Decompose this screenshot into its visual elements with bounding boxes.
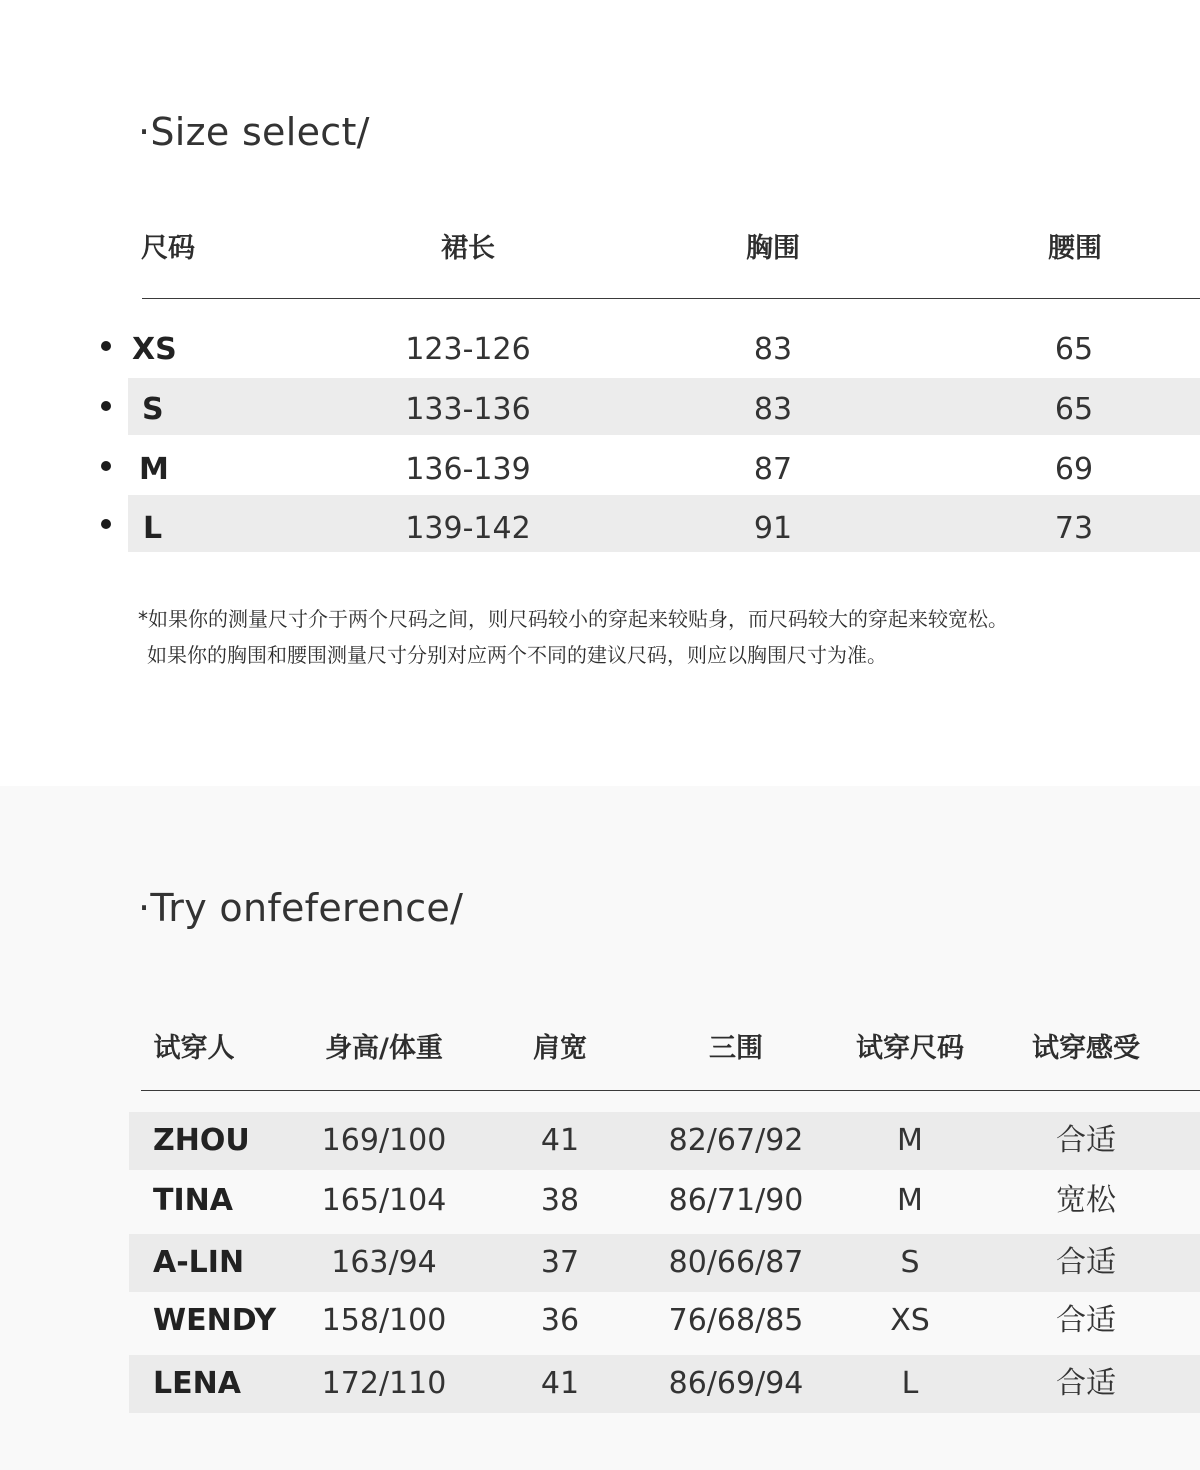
- try-size-value: L: [901, 1366, 919, 1401]
- height-weight-value: 158/100: [321, 1303, 447, 1338]
- bust-value: 83: [753, 332, 793, 367]
- try-header-divider: [141, 1090, 1200, 1091]
- try-on-title: ·Try onfeference/: [138, 886, 464, 930]
- length-value: 123-126: [405, 332, 531, 367]
- waist-value: 65: [1054, 392, 1094, 427]
- feel-value: 合适: [1056, 1245, 1116, 1280]
- shoulder-value: 41: [540, 1123, 580, 1158]
- header-measurements: 三围: [709, 1033, 763, 1064]
- measurements-value: 76/68/85: [668, 1303, 804, 1338]
- bust-value: 91: [753, 511, 793, 546]
- size-header-divider: [142, 298, 1200, 299]
- size-label: XS: [132, 332, 177, 367]
- shoulder-value: 36: [540, 1303, 580, 1338]
- try-size-value: M: [897, 1183, 923, 1218]
- waist-value: 73: [1054, 511, 1094, 546]
- bust-value: 83: [753, 392, 793, 427]
- header-size: 尺码: [141, 233, 195, 264]
- waist-value: 65: [1054, 332, 1094, 367]
- feel-value: 合适: [1056, 1366, 1116, 1401]
- size-label: M: [139, 452, 169, 487]
- size-row: [128, 441, 1200, 498]
- measurements-value: 86/69/94: [668, 1366, 804, 1401]
- waist-value: 69: [1054, 452, 1094, 487]
- size-row: [128, 495, 1200, 552]
- tester-row: [129, 1292, 1200, 1350]
- shoulder-value: 37: [540, 1245, 580, 1280]
- size-row: [128, 321, 1200, 378]
- feel-value: 合适: [1056, 1123, 1116, 1158]
- try-size-value: S: [900, 1245, 920, 1280]
- header-waist: 腰围: [1048, 233, 1102, 264]
- measurements-value: 82/67/92: [668, 1123, 804, 1158]
- height-weight-value: 169/100: [321, 1123, 447, 1158]
- bullet-icon: [101, 341, 111, 351]
- length-value: 139-142: [405, 511, 531, 546]
- bust-value: 87: [753, 452, 793, 487]
- measurements-value: 80/66/87: [668, 1245, 804, 1280]
- tester-name: TINA: [153, 1183, 233, 1218]
- try-size-value: M: [897, 1123, 923, 1158]
- size-note-line-2: 如果你的胸围和腰围测量尺寸分别对应两个不同的建议尺码，则应以胸围尺寸为准。: [147, 643, 887, 667]
- bullet-icon: [101, 461, 111, 471]
- shoulder-value: 41: [540, 1366, 580, 1401]
- header-tester: 试穿人: [153, 1033, 235, 1064]
- shoulder-value: 38: [540, 1183, 580, 1218]
- bullet-icon: [101, 401, 111, 411]
- feel-value: 合适: [1056, 1303, 1116, 1338]
- length-value: 133-136: [405, 392, 531, 427]
- size-label: S: [142, 392, 164, 427]
- header-length: 裙长: [441, 233, 495, 264]
- header-try-size: 试穿尺码: [856, 1033, 964, 1064]
- length-value: 136-139: [405, 452, 531, 487]
- bullet-icon: [101, 519, 111, 529]
- height-weight-value: 172/110: [321, 1366, 447, 1401]
- tester-name: A-LIN: [153, 1245, 245, 1280]
- header-shoulder: 肩宽: [533, 1033, 587, 1064]
- tester-row: [129, 1172, 1200, 1230]
- tester-row: [129, 1234, 1200, 1292]
- size-row: [128, 378, 1200, 435]
- height-weight-value: 163/94: [331, 1245, 437, 1280]
- tester-name: ZHOU: [153, 1123, 250, 1158]
- tester-name: LENA: [153, 1366, 241, 1401]
- size-label: L: [143, 511, 163, 546]
- header-height-weight: 身高/体重: [325, 1033, 443, 1064]
- tester-row: [129, 1112, 1200, 1170]
- measurements-value: 86/71/90: [668, 1183, 804, 1218]
- size-note-line-1: *如果你的测量尺寸介于两个尺码之间，则尺码较小的穿起来较贴身，而尺码较大的穿起来较宽松。: [138, 607, 1008, 631]
- size-table-header: [0, 226, 1200, 270]
- header-bust: 胸围: [746, 233, 800, 264]
- header-feel: 试穿感受: [1032, 1033, 1140, 1064]
- size-select-title: ·Size select/: [138, 110, 370, 154]
- try-size-value: XS: [890, 1303, 930, 1338]
- feel-value: 宽松: [1056, 1183, 1116, 1218]
- try-table-header: [0, 1026, 1200, 1070]
- tester-name: WENDY: [153, 1303, 277, 1338]
- tester-row: [129, 1355, 1200, 1413]
- height-weight-value: 165/104: [321, 1183, 447, 1218]
